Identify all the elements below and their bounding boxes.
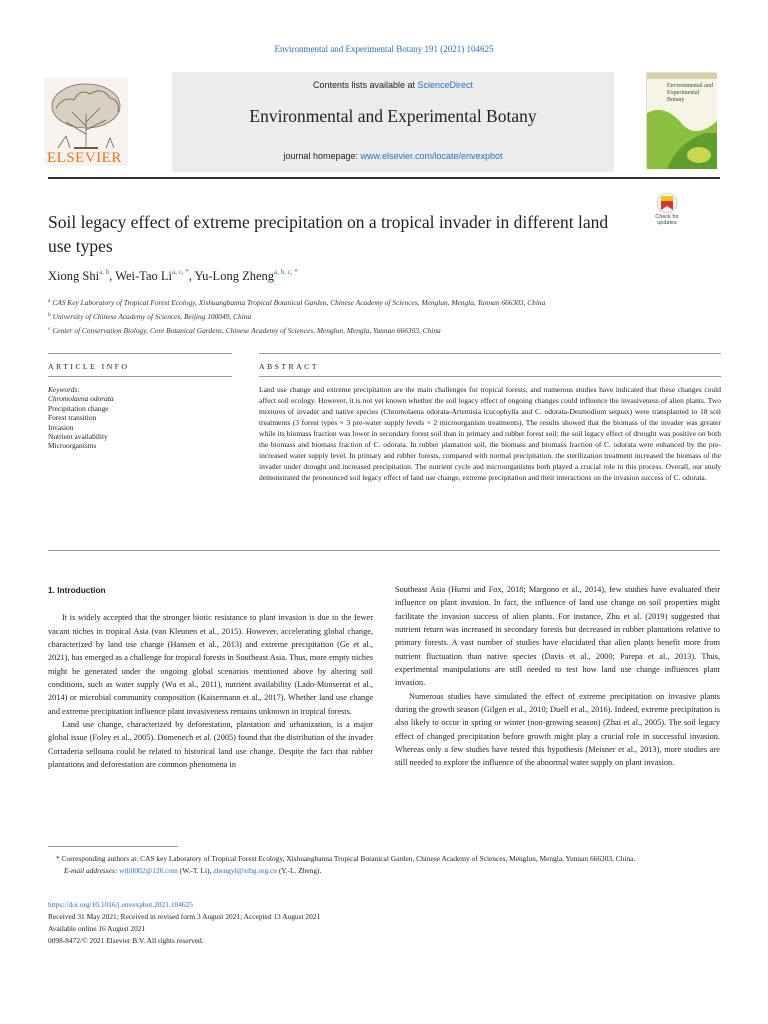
doi-link[interactable]: https://doi.org/10.1016/j.envexpbot.2021.104625 [48, 900, 194, 909]
abstract-heading: ABSTRACT [259, 362, 319, 371]
affiliations [48, 295, 728, 337]
paragraph: It is widely accepted that the stronger biotic resistance to plant invasion is due to the fewer vacant niches in tropical Asia (van Kleunen et al., 2015). However, accelerating global change, characterized by land use change (Hansen et al., 2013) and extreme precipitation (Ge et al., 2021), has emerged as a challenge for tropical forests in Southeast Asia. Thus, more empty niches might be generated under the ongoing global scenarios mentioned above by altering soil conditions, such as water supply (Wu et al., 2011), nutrient availability (Lado-Monserrat et al., 2014) or microbial community composition (Kaisermann et al., 2017). Whether land use change and extreme precipitation influence plant invasiveness remains unknown in tropical forests. [48, 613, 373, 716]
keyword: Microorganisms [48, 441, 97, 451]
author-name: Yu-Long Zheng [194, 269, 274, 283]
affiliation [48, 295, 728, 309]
author[interactable] [195, 269, 298, 283]
author-separator: , [109, 269, 116, 283]
author-separator: , [188, 269, 195, 283]
badge-line1: Check for [655, 214, 679, 220]
journal-name: Environmental and Experimental Botany [249, 106, 537, 126]
journal-cover[interactable] [646, 72, 716, 168]
check-for-updates-label [646, 214, 688, 226]
homepage-line [172, 151, 614, 161]
available-online: Available online 16 August 2021 [48, 924, 146, 933]
author-affil-marks: a, b [99, 268, 110, 276]
abstract-text: Land use change and extreme precipitation are the main challenges for tropical forests, and numerous studies have indicated that these changes could affect soil ecology. However, it is not yet known whether the soil legacy effect of ongoing changes could influence the invasiveness of alien plants. Two mixtures of invader and native species (Chromolaena odorata-Artemisia lcucophylla and C. odorata-Desmodium sequax) were transplanted to 18 soil treatments (3 forest types × 3 pre-water supply levels × 2 microorganism treatments). The results showed that the biomass of the invader was greater while its biomass fraction was lower in secondary forest soil than in primary and rubber forest soil; the soil legacy effect of drought was positive on both the biomass and biomass fraction of C. odorata. In rubber plantation soil, the biomass and biomass fraction of C. odorata were enhanced by the pre-increased water supply level. In primary and rubber forests, compared with normal precipitation, the sterilization treatment increased the biomass of the invader under drought and increased precipitation. The nutrient cycle and microorganisms both played a crucial role in this process. Overall, our study demonstrated the pronounced soil legacy effect of land use change, extreme precipitation and their interactions on the invasion success of C. odorata. [259, 385, 721, 482]
author[interactable] [48, 269, 109, 283]
check-for-updates-badge[interactable] [648, 192, 686, 232]
keyword: Nutrient availability [48, 432, 108, 442]
keyword: Chromolaena odorata [48, 394, 114, 404]
paragraph: Land use change, characterized by deforestation, plantation and urbanization, is a major global issue (Foley et al., 2005). Domenech et al. (2005) found that the distribution of the invader Cortaderia selloana could be related to historical land use change. Despite the fact that rubber plantations and deforestation are common phenomena in [48, 720, 373, 770]
sciencedirect-link[interactable]: ScienceDirect [417, 80, 474, 90]
author[interactable] [115, 269, 189, 283]
affiliation-mark: a [48, 298, 51, 304]
keywords [48, 385, 228, 451]
abstract-top-rule [259, 353, 721, 354]
author-name: Wei-Tao Li [115, 269, 172, 283]
article-info-rule [48, 376, 232, 377]
received-dates: Received 31 May 2021; Received in revised form 3 August 2021; Accepted 13 August 2021 [48, 912, 321, 921]
abstract-rule [259, 376, 721, 377]
article-title: Soil legacy effect of extreme precipitation on a tropical invader in different land use types [48, 212, 609, 256]
keywords-label: Keywords: [48, 385, 80, 394]
email-link[interactable]: wtli0002@126.com [119, 866, 178, 875]
affiliation-mark: b [48, 312, 51, 318]
email-owner: (W.-T. Li), [177, 866, 214, 875]
footnote [48, 853, 728, 877]
article-meta [48, 899, 728, 947]
affiliation-text: Center of Conservation Biology, Core Botanical Gardens, Chinese Academy of Sciences, Menglun, Mengla, Yunnan 666303, China [52, 326, 441, 335]
footnote-rule [48, 846, 178, 847]
contents-line [172, 80, 614, 90]
affiliation-text: CAS Key Laboratory of Tropical Forest Ecology, Xishuangbanna Tropical Botanical Garden, Chinese Academy of Sciences, Menglun, Mengla, Yunnan 666303, China [52, 298, 546, 307]
keyword: Forest transition [48, 413, 97, 423]
keyword: Invasion [48, 422, 74, 432]
article-info-top-rule [48, 353, 232, 354]
author-name: Xiong Shi [48, 269, 100, 283]
header-rule [48, 177, 720, 179]
homepage-link[interactable]: www.elsevier.com/locate/envexpbot [360, 151, 503, 161]
homepage-prefix: journal homepage: [283, 151, 361, 161]
affiliation-text: University of Chinese Academy of Sciences, Beijing 100049, China [52, 312, 252, 321]
keyword: Precipitation change [48, 403, 109, 413]
author-affil-marks: a, c, * [171, 268, 189, 276]
left-column [48, 584, 373, 771]
corresponding-author-note: * Corresponding authors at: CAS key Laboratory of Tropical Forest Ecology, Xishuangbanna Tropical Botanical Garden, Chinese Academy of Sciences, Menglun, Mengla, Yunnan 666303, China. [56, 854, 636, 863]
email-label: E-mail addresses: [64, 866, 118, 875]
contents-prefix: Contents lists available at [312, 80, 418, 90]
email-line [48, 865, 728, 877]
copyright: 0098-8472/© 2021 Elsevier B.V. All rights reserved. [48, 936, 204, 945]
abstract-bottom-rule [48, 550, 720, 551]
paragraph: Numerous studies have simulated the effect of extreme precipitation on invasive plants during the growth season (Gilgen et al., 2010; Duell et al., 2016). Indeed, extreme precipitation is also likely to occur in spring or winter (non-growing season) (Zhai et al., 2005). The soil legacy effect of changed precipitation before growth might play a crucial role in successful invasion. Whereas only a few studies have tested this hypothesis (Meisner et al., 2013), more studies are still needed to explore the influence of the abnormal water supply on plant invasion. [395, 691, 720, 768]
elsevier-wordmark: ELSEVIER [47, 150, 122, 166]
section-heading-introduction: 1. Introduction [48, 585, 106, 595]
email-link[interactable]: zhengyl@xtbg.org.cn [213, 866, 277, 875]
affiliation-mark: c [48, 326, 51, 332]
author-list [48, 268, 298, 284]
journal-reference[interactable]: Environmental and Experimental Botany 191 (2021) 104625 [274, 44, 494, 54]
author-affil-marks: a, b, c, * [274, 268, 298, 276]
affiliation [48, 309, 728, 323]
cover-title: Environmental and Experimental Botany [667, 83, 713, 103]
right-column [395, 583, 720, 770]
bookmark-icon [648, 192, 686, 214]
affiliation [48, 323, 728, 337]
paragraph: Southeast Asia (Hurni and Fox, 2018; Margono et al., 2014), few studies have evaluated their influence on plant invasion. In fact, the influence of land use change on soil properties might facilitate the invasion success of alien plants. For instance, Zhu et al. (2019) suggested that nutrient return was increased in secondary forests but decreased in rubber plantations relative to primary forests. A vast number of studies have elucidated that alien plants benefit more from nutrient fluctuation than native species (Davis et al., 2000; Parepa et al., 2013). Thus, experimental manipulations are still needed to test how land use change influences plant invasion. [395, 585, 720, 688]
badge-line2: updates [657, 220, 677, 226]
email-owner: (Y.-L. Zheng). [276, 866, 322, 875]
article-info-heading: ARTICLE INFO [48, 362, 130, 371]
